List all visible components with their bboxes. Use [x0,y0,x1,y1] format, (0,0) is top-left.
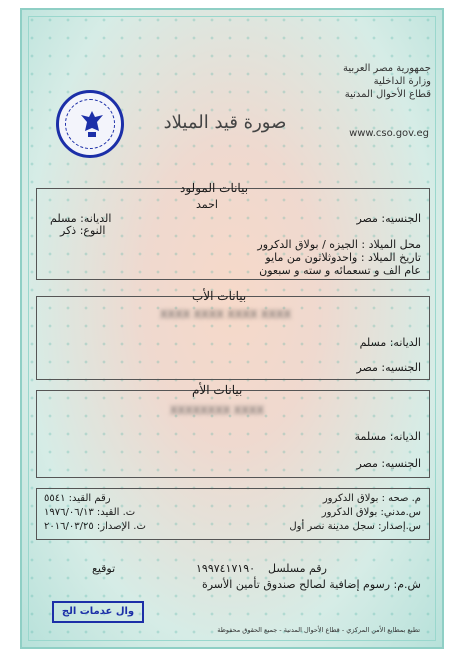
mother-nationality: الجنسيه: مصر [356,457,421,470]
signature-label: توقيع [92,562,116,575]
issue-date: ت. الإصدار: ٢٠١٦/٠٣/٢٥ [44,521,146,532]
newborn-name: احمد [196,198,218,211]
eagle-emblem-icon [79,109,105,139]
ministry-seal [56,90,124,158]
newborn-section-label: بيانات المولود [180,181,249,195]
newborn-religion: الديانه: مسلم [50,212,112,225]
org-line-1: جمهورية مصر العربية [343,63,431,74]
newborn-gender: النوع: ذكر [60,224,106,237]
health-office: م. صحه : بولاق الدكرور [322,493,421,504]
record-date: ت. القيد: ١٩٧٦/٠٦/١٣ [44,507,136,518]
newborn-nationality: الجنسيه: مصر [356,212,421,225]
father-section-label: بيانات الأب [192,289,247,303]
org-line-2: وزارة الداخلية [373,76,431,87]
serial-label: رقم مسلسل [268,562,327,575]
serial-number: ١٩٩٧٤١٧١٩٠ [196,562,256,575]
fee-note: ش.م: رسوم إضافية لصالح صندوق تأمين الأسرة [201,578,421,591]
newborn-birthdate: تاريخ الميلاد : واحدوثلاثون من مايو [265,251,421,264]
document-title: صورة قيد الميلاد [163,112,287,133]
mother-name-redacted: XXXXXXXX XXXX [170,404,264,417]
official-stamp: وال عدمات الج [52,601,144,623]
newborn-birthyear: عام الف و تسعمائه و سته و سبعون [259,264,421,277]
mother-section-label: بيانات الأم [192,383,243,397]
father-religion: الديانه: مسلم [359,336,421,349]
mother-religion: الديانه: مسلمة [354,430,421,443]
father-nationality: الجنسيه: مصر [356,361,421,374]
father-name-redacted: XXXX XXXX XXXX XXXX [160,308,292,321]
record-number: رقم القيد: ٥٥٤١ [44,493,111,504]
newborn-birthplace: محل الميلاد : الجيزه / بولاق الدكرور [257,238,421,251]
website-url: www.cso.gov.eg [349,128,429,139]
issuing-authority [343,62,431,101]
org-line-3: قطاع الأحوال المدنية [344,89,431,100]
footer-text: تطبع بمطابع الأمن المركزي - قطاع الأحوال المدنية - جميع الحقوق محفوظة [217,626,420,634]
civil-registry-office: س.مدني: بولاق الدكرور [321,507,421,518]
issuing-office: س.إصدار: سجل مدينة نصر أول [289,521,421,532]
